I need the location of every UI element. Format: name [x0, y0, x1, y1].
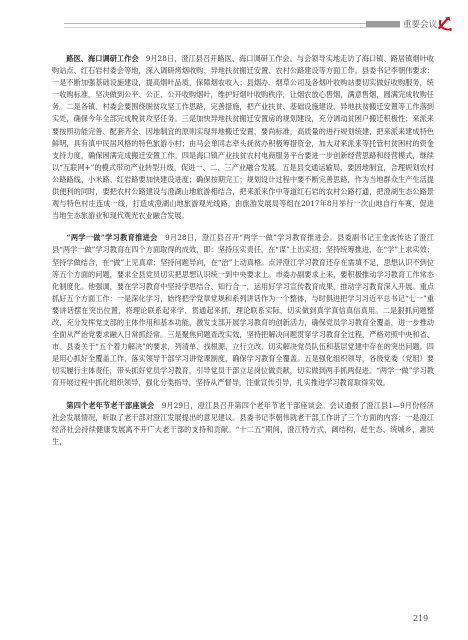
article-text: 9月29日，澄江县召开第四个老年节老干部座谈会。会议通报了澄江县1—9月份经济社会发展情况，听取了老干部对澄江发展提出的意见建议。县委书记李朝伟就老干部工作讲了三个方面的内容：一是澄江经济社会持续健康发展离不开广大老干部的支持和贡献。“十二五”期间，澄江特方式、阔结构，赶生态、统城乡，惠民生，	[52, 400, 434, 446]
page-body	[52, 53, 434, 458]
page-header	[0, 10, 468, 40]
article-heading: “两学一做”学习教育推进会	[66, 233, 158, 243]
article-heading: 路医、海口调研工作会	[66, 54, 139, 63]
header-rule-thin	[64, 27, 400, 28]
header-rule	[64, 23, 400, 24]
article-para-2	[52, 232, 434, 389]
article-text: 9月28日，澄江县召开“两学一做”学习教育推进会。县委副书记王金波传达了澄江县“两学一做”学习教育在四个方面取得的成效，即：坚持压实责任，在“谋”上出实招；坚持统筹推进，在“学”上求实效；坚持学做结合，在“做”上见真章；坚持问题导向，在“治”上动真格。点评澄江学习教育还存在需填不足，思想认识不到位等五个方面的问题，要求全县党员切实把思想认识统一到中央要求上。市委办副要求上来，要积极推动学习教育工作常态化制度化。他强调，要在学习教育中坚持学思结合、知行合一，运用好学习宣传教育成果，推动学习教育深入开展。重点抓好五个方面工作：一是深化学习，始终把学党章党规和系列讲话作为一个整体，与时俱进把学习习近平总书记“七一”重要讲话摆在突出位置，将理论联系起来学、贯通起来抓，理论联系实际，切实做到真学真信真信真用。二是狠抓问题整改，充分发挥党支部的主体作用和基本功能，激发支部开展学习教育的创新活力，确保党员学习教育全覆盖，进一步推动全面从严治党要求融入日常抓经常。三是聚焦问题查改实效，坚持把解决问题贯穿学习教育全过程，严格对照中央和省、市、县委关于“五个着力解决”的要求，列清单、找根源，立行立改，切实解决党员队伍和基层党建中存在的突出问题。四是用心抓好全覆盖工作，落实领导干部学习讲党课制度，确保学习教育全覆盖。五是强化组织领导，各级党委（党组）要切实履行主体责任，带头抓好党员学习教育，引导党员干部立足岗位做贡献，切实做到两手抓两促进。“两学一做”学习教育开展过程中抓化组织领导，强化分类指导，坚持从严督导，注重宣传引导，扎实推进学习教育取得实效。	[52, 233, 434, 388]
article-para-3	[52, 400, 434, 448]
article-text: 9月28日，澄江县召开路医、海口调研工作会。与会领导实地走访了海口镇、路居镇烟叶收购站点、红石岩村委会等地，深入调研烤烟收购、异地扶贫搬迁安置、农村公路建设等方面工作。县委书记李朝伟要求：一是不断加强基础设施建设，提高烟叶品质，保障烟农收入；县烟办、烟草公司及各烟叶收购站要切实做好收购服务，统一收购标准，坚决做到公平、公正、公开收购烟叶，维护好烟叶收购秩序，让烟农放心售烟，满意售烟，圆满完成收购任务。二是各镇、村委会要围绕脱贫攻坚工作思路，完善措施，把产业扶贫、基础设施建设、异地扶贫搬迁安置等工作落到实处，确保今年全部完成脱贫攻坚任务。三是加快异地扶贫搬迁安置房的规划建设，充分调动贫困户搬迁积极性；来派来要按照功能完善、配套齐全、因地制宜的原则实现异地搬迁安置，要尚标准，高质量的进行规划统建，把来派来建成特色鲜明，具有滇中民居风格的特色旅游小村；由马会单同志牵头抚贫办积极筹措资金，加大对来派来等托管村贫困村的资金支持力度，确保困满完成搬迁安置工作。四是海口镇产业扶贫农村电商服务平台要进一步创新经营思路和经营模式，继续以“互联网+”的模式带动产业转型升级，促进一、二、三产业融合发展。五是县交通运输局，要因地制宜，合理规划农村公路路线，小米路、红岩路要加快建设进度；确保按期完工；规划设计过程中要不断完善思路，作为当地群众生产生活提供便利的同时，要把农村公路建设与澄湖山地旅游相结合，把来派来作中等道红石岩的农村公路打通，把澄湖生态公路景观与特色村庄连成一线，打造成澄湖山地旅游观光线路，由旅游发展局等组在2017年8月举行一次山地自行车赛，促进当地生态旅游业和现代观光农业融合发展。	[52, 54, 434, 221]
page-number: 219	[413, 614, 429, 623]
header-accent-bar	[366, 21, 400, 27]
party-emblem-icon	[436, 15, 454, 33]
section-label: 重要会议	[403, 20, 438, 30]
article-heading: 第四个老年节老干部座谈会	[66, 400, 155, 410]
article-para-1	[52, 53, 434, 222]
